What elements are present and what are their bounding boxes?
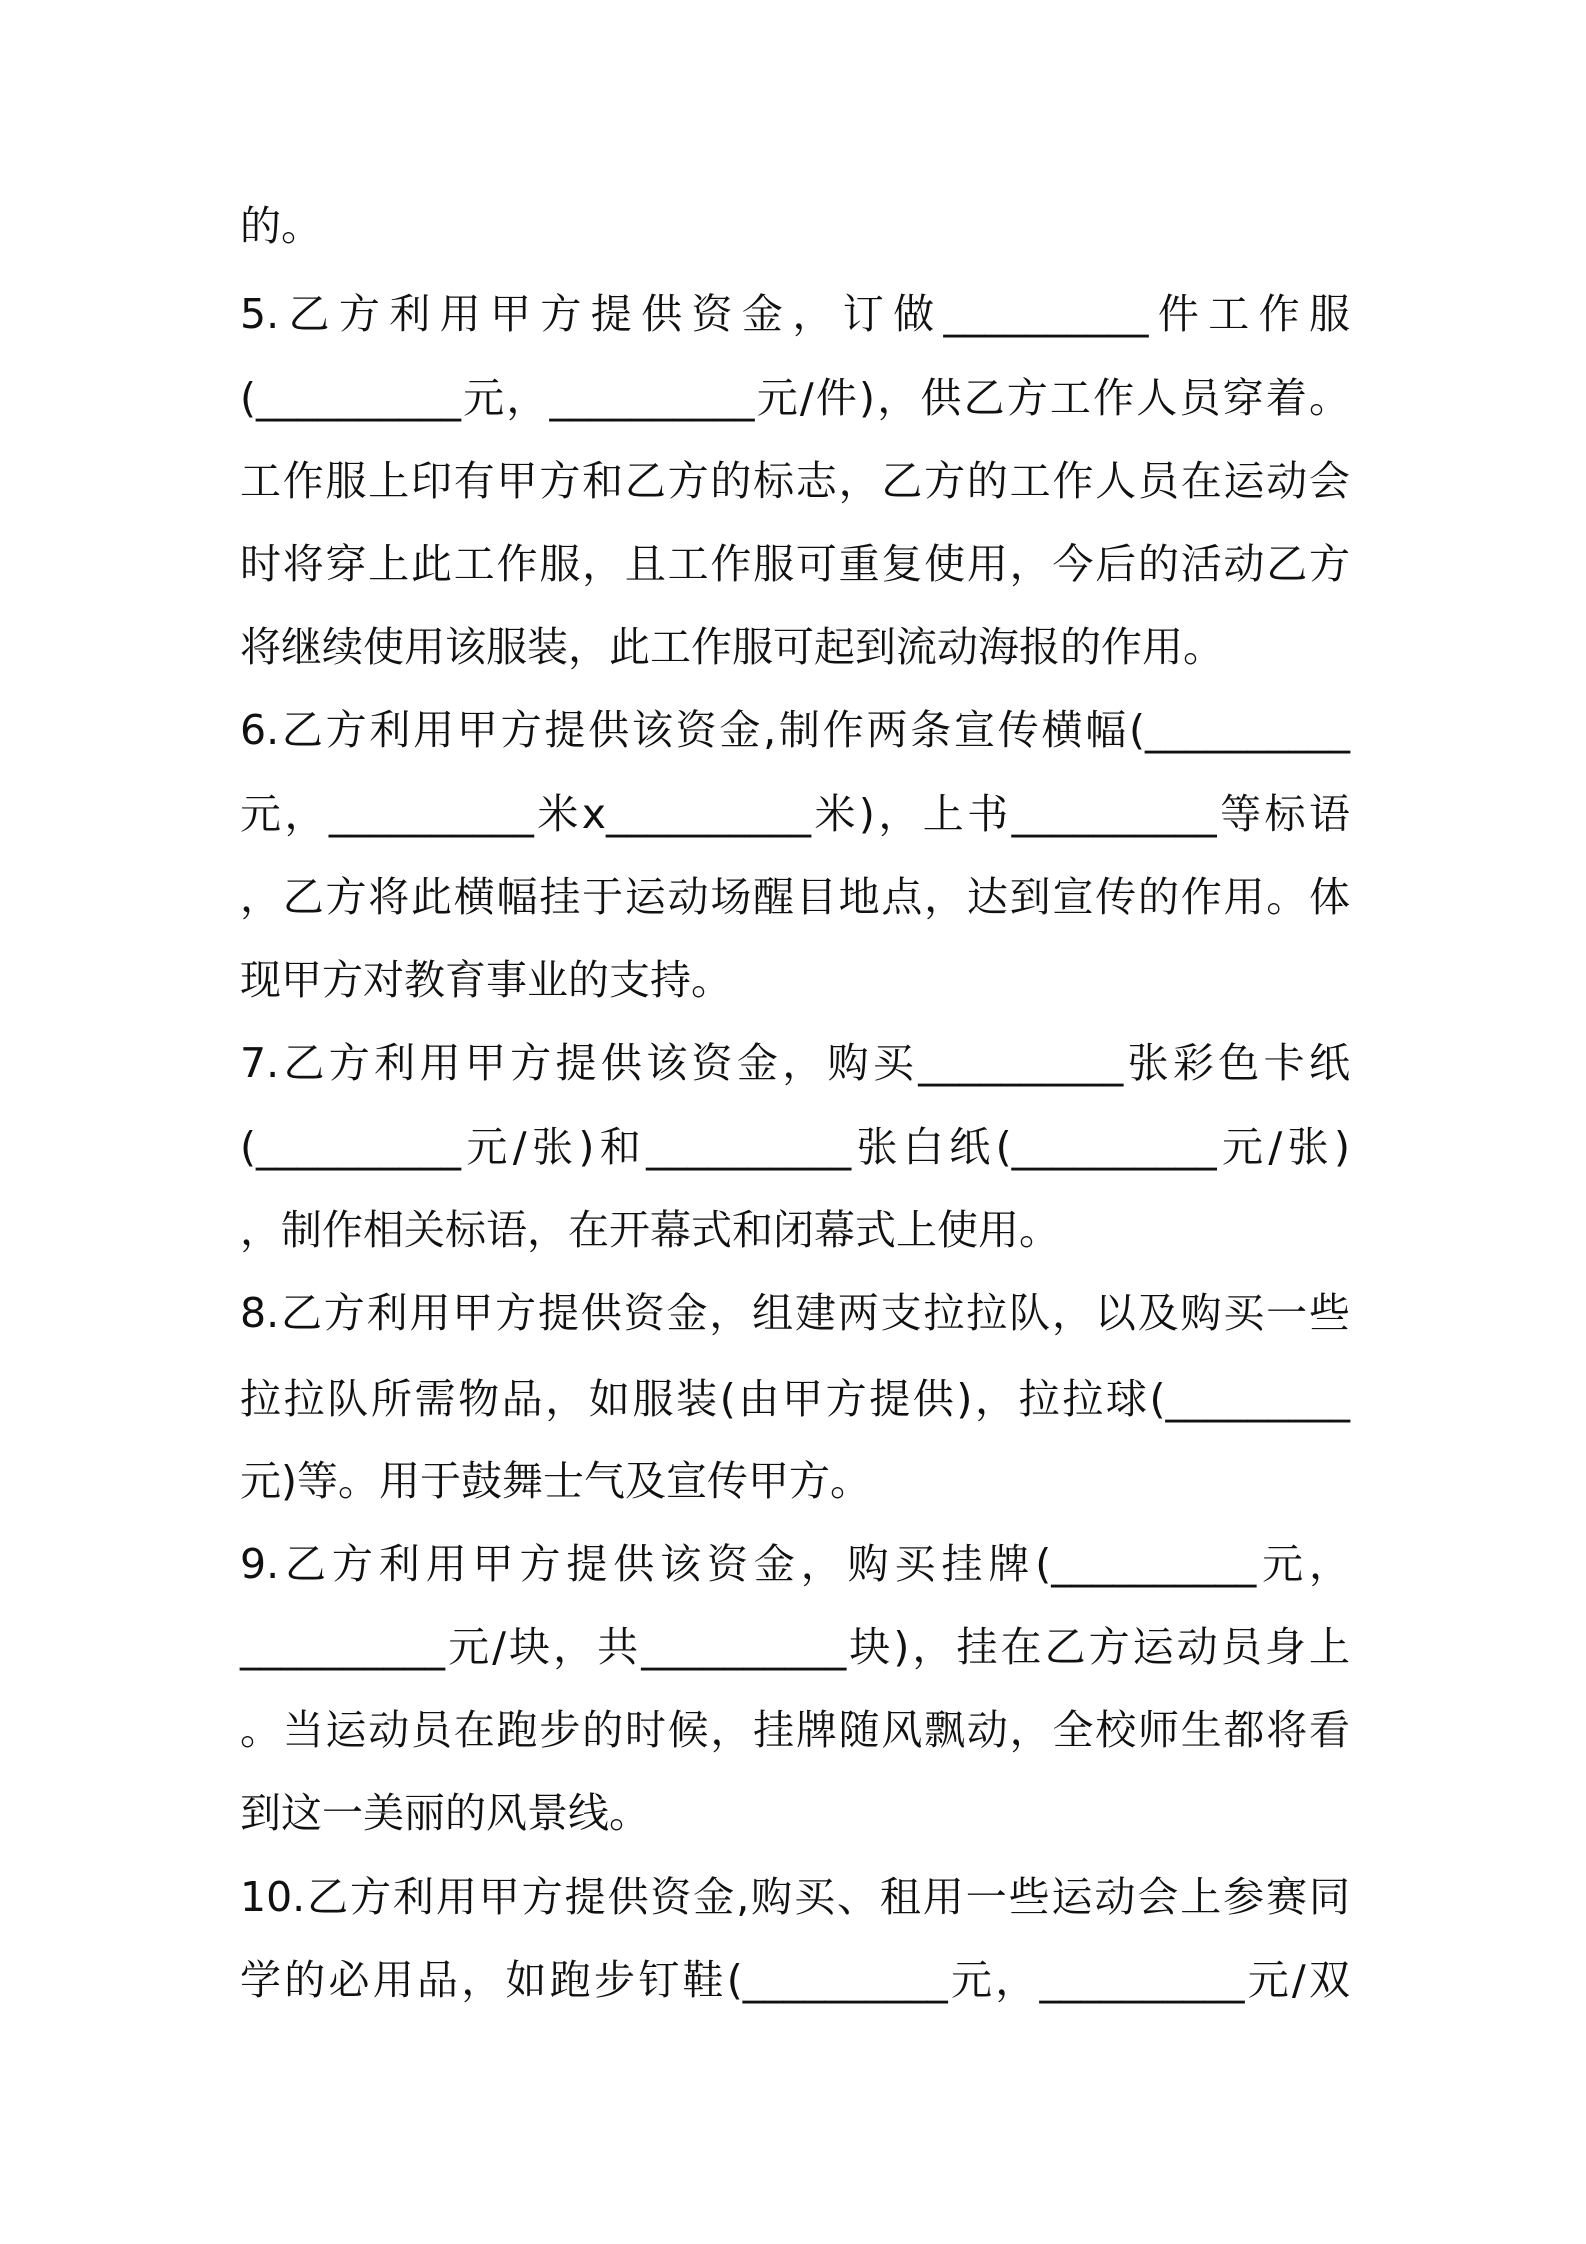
text-line: __________元/块，共__________块)，挂在乙方运动员身上: [240, 1623, 1350, 1671]
text-line: 5.乙方利用甲方提供资金，订做__________件工作服: [240, 290, 1350, 338]
text-line: 。当运动员在跑步的时候，挂牌随风飘动，全校师生都将看: [240, 1706, 1350, 1754]
text-line: 将继续使用该服装，此工作服可起到流动海报的作用。: [240, 623, 1224, 671]
text-line: ，制作相关标语，在开幕式和闭幕式上使用。: [240, 1206, 1060, 1254]
text-line: (__________元，__________元/件)，供乙方工作人员穿着。: [240, 374, 1350, 422]
text-line: 的。: [240, 202, 322, 250]
text-line: 学的必用品，如跑步钉鞋(__________元，__________元/双: [240, 1956, 1350, 2004]
text-line: 现甲方对教育事业的支持。: [240, 956, 732, 1004]
text-line: 元)等。用于鼓舞士气及宣传甲方。: [240, 1457, 871, 1505]
text-line: 8.乙方利用甲方提供资金，组建两支拉拉队，以及购买一些: [240, 1289, 1350, 1337]
text-line: 6.乙方利用甲方提供该资金,制作两条宣传横幅(__________: [240, 706, 1350, 754]
text-line: 7.乙方利用甲方提供该资金，购买__________张彩色卡纸: [240, 1039, 1350, 1087]
text-line: 时将穿上此工作服，且工作服可重复使用，今后的活动乙方: [240, 540, 1350, 588]
text-line: 工作服上印有甲方和乙方的标志，乙方的工作人员在运动会: [240, 457, 1350, 505]
text-line: 9.乙方利用甲方提供该资金，购买挂牌(__________元，: [240, 1540, 1350, 1588]
text-line: 元，__________米x__________米)，上书__________等标语: [240, 790, 1350, 838]
text-line: 10.乙方利用甲方提供资金,购买、租用一些运动会上参赛同: [240, 1873, 1350, 1921]
text-line: 拉拉队所需物品，如服装(由甲方提供)，拉拉球(_________: [240, 1375, 1350, 1423]
text-line: 到这一美丽的风景线。: [240, 1789, 650, 1837]
text-line: ，乙方将此横幅挂于运动场醒目地点，达到宣传的作用。体: [240, 873, 1350, 921]
text-line: (__________元/张)和__________张白纸(__________元/张): [240, 1123, 1350, 1171]
